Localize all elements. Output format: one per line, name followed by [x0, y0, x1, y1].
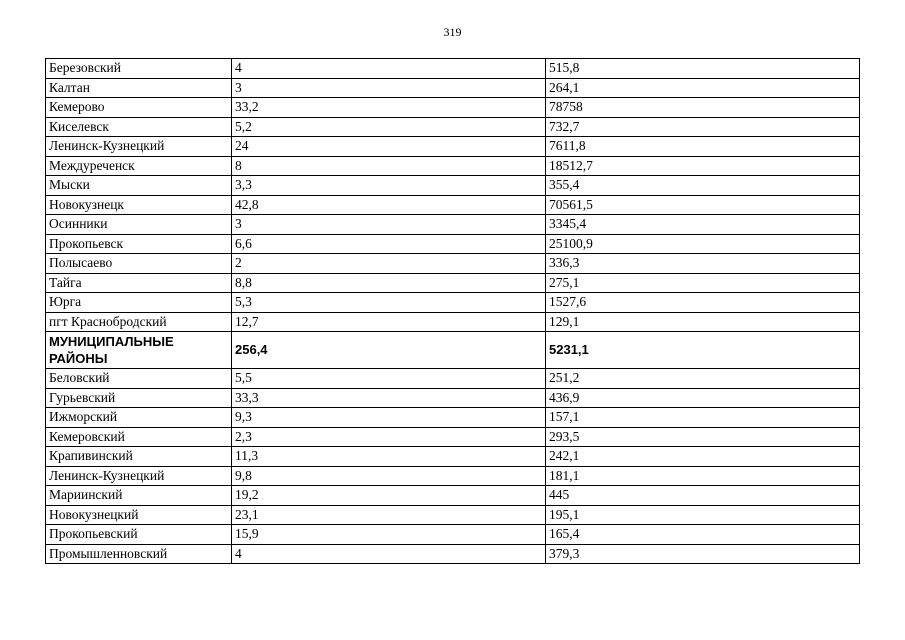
cell-value-a: 9,8	[232, 466, 546, 486]
cell-value-b: 195,1	[546, 505, 860, 525]
cell-value-b: 251,2	[546, 369, 860, 389]
cell-value-b: 70561,5	[546, 195, 860, 215]
table-row	[46, 98, 860, 118]
cell-value-a: 24	[232, 137, 546, 157]
table-row	[46, 176, 860, 196]
cell-name: Кемерово	[46, 98, 232, 118]
table-body	[46, 59, 860, 564]
table-row	[46, 447, 860, 467]
cell-name: Прокопьевск	[46, 234, 232, 254]
cell-name: Беловский	[46, 369, 232, 389]
cell-name: Мариинский	[46, 486, 232, 506]
cell-value-b: 732,7	[546, 117, 860, 137]
cell-name: Ленинск-Кузнецкий	[46, 466, 232, 486]
cell-value-a: 3	[232, 78, 546, 98]
cell-name: Кемеровский	[46, 427, 232, 447]
cell-name: МУНИЦИПАЛЬНЫЕ РАЙОНЫ	[46, 332, 232, 369]
page-number: 319	[443, 25, 462, 39]
cell-value-b: 336,3	[546, 254, 860, 274]
cell-value-a: 11,3	[232, 447, 546, 467]
cell-value-b: 78758	[546, 98, 860, 118]
cell-value-a: 5,3	[232, 293, 546, 313]
cell-value-a: 3	[232, 215, 546, 235]
cell-value-b: 242,1	[546, 447, 860, 467]
cell-value-b: 275,1	[546, 273, 860, 293]
table-row	[46, 505, 860, 525]
cell-value-a: 5,5	[232, 369, 546, 389]
table-row	[46, 427, 860, 447]
cell-value-a: 33,2	[232, 98, 546, 118]
cell-name: Новокузнецкий	[46, 505, 232, 525]
cell-name: Юрга	[46, 293, 232, 313]
cell-value-b: 157,1	[546, 408, 860, 428]
table-row	[46, 215, 860, 235]
table-row	[46, 544, 860, 564]
cell-name: Гурьевский	[46, 388, 232, 408]
cell-value-b: 5231,1	[546, 332, 860, 369]
cell-name: Березовский	[46, 59, 232, 79]
table-row	[46, 117, 860, 137]
table-row	[46, 388, 860, 408]
cell-value-b: 515,8	[546, 59, 860, 79]
table-row	[46, 273, 860, 293]
cell-value-a: 256,4	[232, 332, 546, 369]
table-row	[46, 137, 860, 157]
cell-name: Тайга	[46, 273, 232, 293]
cell-value-a: 8	[232, 156, 546, 176]
cell-value-b: 129,1	[546, 312, 860, 332]
cell-value-b: 355,4	[546, 176, 860, 196]
cell-name: Киселевск	[46, 117, 232, 137]
table-row	[46, 234, 860, 254]
cell-name: Ижморский	[46, 408, 232, 428]
cell-value-a: 5,2	[232, 117, 546, 137]
table-row	[46, 156, 860, 176]
cell-value-b: 436,9	[546, 388, 860, 408]
table-row	[46, 408, 860, 428]
cell-name: Новокузнецк	[46, 195, 232, 215]
cell-value-a: 8,8	[232, 273, 546, 293]
cell-value-a: 3,3	[232, 176, 546, 196]
cell-value-a: 2	[232, 254, 546, 274]
cell-name: Крапивинский	[46, 447, 232, 467]
cell-value-a: 4	[232, 544, 546, 564]
cell-name: Осинники	[46, 215, 232, 235]
cell-value-a: 4	[232, 59, 546, 79]
cell-value-b: 165,4	[546, 525, 860, 545]
table-row	[46, 78, 860, 98]
table-row	[46, 312, 860, 332]
table-row	[46, 486, 860, 506]
cell-value-a: 19,2	[232, 486, 546, 506]
cell-value-a: 6,6	[232, 234, 546, 254]
cell-value-a: 42,8	[232, 195, 546, 215]
cell-name: пгт Краснобродский	[46, 312, 232, 332]
data-table	[45, 58, 860, 564]
cell-value-b: 379,3	[546, 544, 860, 564]
cell-value-b: 181,1	[546, 466, 860, 486]
table-row	[46, 293, 860, 313]
cell-value-a: 33,3	[232, 388, 546, 408]
table-row	[46, 254, 860, 274]
table-row	[46, 369, 860, 389]
cell-value-a: 15,9	[232, 525, 546, 545]
cell-value-a: 2,3	[232, 427, 546, 447]
cell-value-b: 445	[546, 486, 860, 506]
cell-value-b: 25100,9	[546, 234, 860, 254]
cell-value-b: 293,5	[546, 427, 860, 447]
table-row	[46, 195, 860, 215]
cell-value-b: 7611,8	[546, 137, 860, 157]
table-section-row	[46, 332, 860, 369]
cell-value-b: 18512,7	[546, 156, 860, 176]
cell-value-a: 9,3	[232, 408, 546, 428]
cell-value-b: 264,1	[546, 78, 860, 98]
cell-name: Ленинск-Кузнецкий	[46, 137, 232, 157]
cell-value-b: 1527,6	[546, 293, 860, 313]
cell-name: Калтан	[46, 78, 232, 98]
cell-name: Междуреченск	[46, 156, 232, 176]
cell-value-a: 23,1	[232, 505, 546, 525]
cell-name: Промышленновский	[46, 544, 232, 564]
cell-value-b: 3345,4	[546, 215, 860, 235]
cell-value-a: 12,7	[232, 312, 546, 332]
cell-name: Полысаево	[46, 254, 232, 274]
table-row	[46, 59, 860, 79]
cell-name: Прокопьевский	[46, 525, 232, 545]
table-row	[46, 525, 860, 545]
table-row	[46, 466, 860, 486]
cell-name: Мыски	[46, 176, 232, 196]
